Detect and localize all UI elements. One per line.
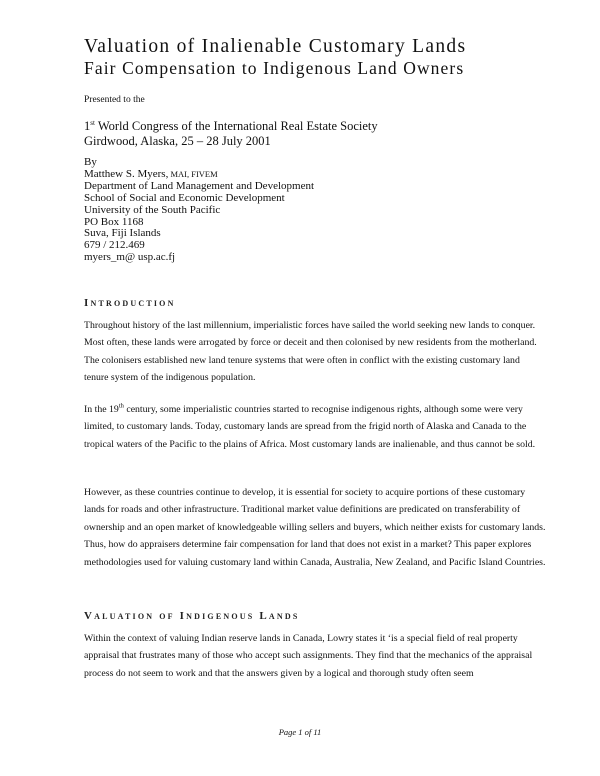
intro-p2-start: In the 19 [84,404,119,415]
author-university: University of the South Pacific [84,203,221,216]
congress-line-2: Girdwood, Alaska, 25 – 28 July 2001 [84,134,271,149]
author-name: Matthew S. Myers, [84,167,169,180]
author-email: myers_m@ usp.ac.fj [84,251,176,264]
author-po-box: PO Box 1168 [84,215,144,228]
intro-paragraph-1: Throughout history of the last millennium, imperialistic forces have sailed the world seeking new lands to conquer. Most often, these lands were arrogated by force or deceit and then colonised by new residents from the motherland. The colonisers established new land tenure systems that were often in conflict with the existing customary land tenure system of the indigenous population. [84,320,537,384]
introduction-heading: Introduction [84,297,176,309]
intro-p2-superscript: th [118,402,124,410]
author-school: School of Social and Economic Development [84,191,285,204]
paper-title: Valuation of Inalienable Customary Lands [84,36,467,57]
congress-ordinal-suffix: st [90,119,95,127]
presented-to: Presented to the [84,95,145,105]
valuation-paragraph-1: Within the context of valuing Indian reserve lands in Canada, Lowry states it ‘is a special field of real property appraisal that frustrates many of those who accept such assignments. They find that the mechanics of the appraisal process do not seem to work and that the answers given by a logical and thorough study often seem [84,633,533,679]
valuation-heading: Valuation of Indigenous Lands [84,610,300,622]
paper-subtitle: Fair Compensation to Indigenous Land Owners [84,58,465,78]
author-by: By [84,156,97,168]
congress-line-1 [84,116,378,134]
congress-name: World Congress of the International Real Estate Society [94,119,378,134]
author-credentials: MAI, FIVEM [168,168,218,179]
author-block [84,157,314,264]
congress-block [84,116,378,149]
intro-paragraph-3: However, as these countries continue to develop, it is essential for society to acquire portions of these customary lands for roads and other infrastructure. Traditional market value definitions are predicated on transferability of ownership and an open market of knowledgeable willing sellers and buyers, which neither exists for customary lands. Thus, how do appraisers determine fair compensation for land that does not exist in a market? This paper explores methodologies used for valuing customary land within Canada, Australia, New Zealand, and Pacific Island Countries. [84,487,546,568]
intro-paragraph-2 [84,401,546,453]
congress-ordinal: 1 [84,119,91,134]
intro-p2-rest: century, some imperialistic countries started to recognise indigenous rights, although some were very limited, to customary lands. Today, customary lands are spread from the frigid north of Alaska and Canada to the tropical waters of the Pacific to the plains of Africa. Most customary lands are inalienable, and thus cannot be sold. [84,404,536,450]
page-number: Page 1 of 11 [278,727,322,737]
author-phone: 679 / 212.469 [84,239,145,252]
author-department: Department of Land Management and Development [84,179,315,192]
author-city: Suva, Fiji Islands [84,227,161,240]
